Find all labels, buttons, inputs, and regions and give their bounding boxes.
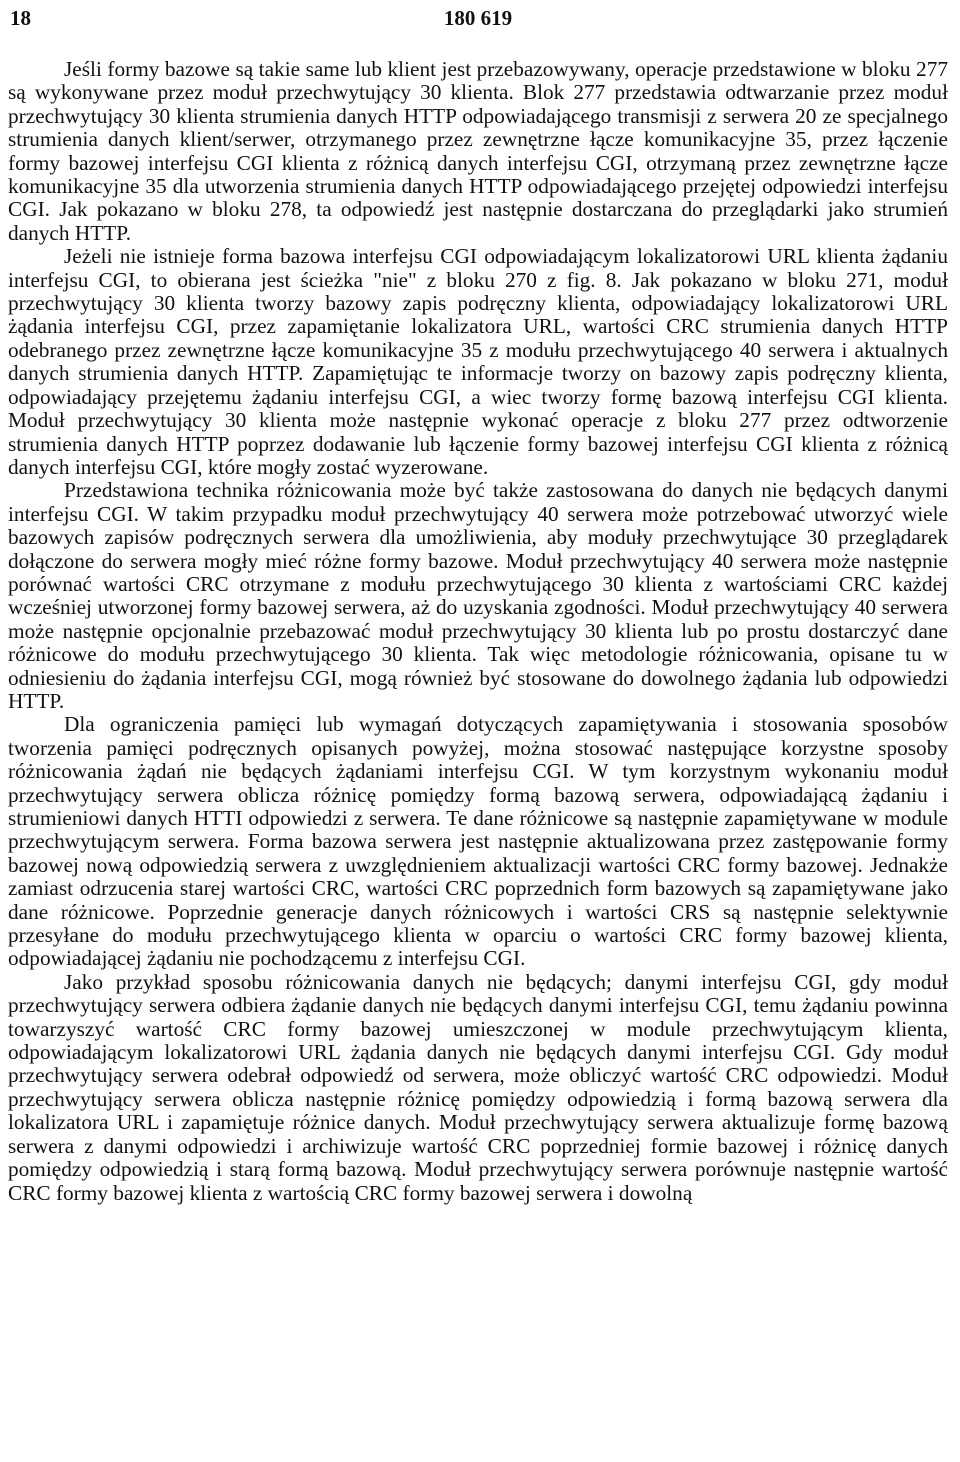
page-number: 18 [10,6,31,30]
document-body [8,58,948,1205]
document-number: 180 619 [443,6,513,30]
paragraph: Jeżeli nie istnieje forma bazowa interfejsu CGI odpowiadającym lokalizatorowi URL klienta żądaniu interfejsu CGI, to obierana jest ścieżka "nie" z bloku 270 z fig. 8. Jak pokazano w bloku 271, moduł przechwytujący 30 klienta tworzy bazowy zapis podręczny klienta, odpowiadający lokalizatorowi URL żądania interfejsu CGI, przez zapamiętanie lokalizatora URL, wartości CRC strumienia danych HTTP odebranego przez zewnętrzne łącze komunikacyjne 35 z modułu przechwytującego 40 serwera i aktualnych danych strumienia danych HTTP. Zapamiętując te informacje tworzy on bazowy zapis podręczny klienta, odpowiadający przejętemu żądaniu interfejsu CGI, a wiec tworzy formę bazową interfejsu CGI klienta. Moduł przechwytujący 30 klienta może następnie wykonać operacje z bloku 277 przez odtworzenie strumienia danych HTTP poprzez dodawanie lub łączenie formy bazowej interfejsu CGI klienta z różnicą danych interfejsu CGI, które mogły zostać wyzerowane. [8,244,948,479]
paragraph: Jako przykład sposobu różnicowania danych nie będących; danymi interfejsu CGI, gdy moduł przechwytujący serwera odbiera żądanie danych nie będących danymi interfejsu CGI, temu żądaniu powinna towarzyszyć wartość CRC formy bazowej umieszczonej w module przechwytującym klienta, odpowiadającym lokalizatorowi URL żądania danych nie będących danymi interfejsu CGI. Gdy moduł przechwytujący serwera odebrał odpowiedź od serwera, może obliczyć wartość CRC odpowiedzi. Moduł przechwytujący serwera oblicza następnie różnicę pomiędzy odpowiedzią i formą bazową serwera dla lokalizatora URL i zapamiętuje różnice danych. Moduł przechwytujący serwera aktualizuje formę bazową serwera z danymi odpowiedzi i archiwizuje wartość CRC poprzedniej formie bazowej i różnicę danych pomiędzy odpowiedzią i starą formą bazową. Moduł przechwytujący serwera porównuje następnie wartość CRC formy bazowej klienta z wartością CRC formy bazowej serwera i dowolną [8,969,948,1205]
page-header [8,0,948,40]
paragraph: Dla ograniczenia pamięci lub wymagań dotyczących zapamiętywania i stosowania sposobów tworzenia pamięci podręcznych opisanych powyżej, można stosować następujące korzystne sposoby różnicowania żądań nie będących żądaniami interfejsu CGI. W tym korzystnym wykonaniu moduł przechwytujący serwera oblicza różnicę pomiędzy formą bazową serwera, odpowiadającą żądaniu i strumieniowi danych HTTI odpowiedzi z serwera. Te dane różnicowe są następnie zapamiętywane w module przechwytującym serwera. Forma bazowa serwera jest następnie aktualizowana przez zastępowanie formy bazowej nową odpowiedzią serwera z uwzględnieniem aktualizacji wartości CRC formy bazowej. Jednakże zamiast odrzucenia starej wartości CRC, wartości CRC poprzednich form bazowych są zapamiętywane jako dane różnicowe. Poprzednie generacje danych różnicowych i wartości CRS są następnie selektywnie przesyłane do modułu przechwytującego klienta w oparciu o wartości CRC formy bazowej klienta, odpowiadającej żądaniu nie pochodzącemu z interfejsu CGI. [8,712,948,971]
paragraph: Jeśli formy bazowe są takie same lub klient jest przebazowywany, operacje przedstawione w bloku 277 są wykonywane przez moduł przechwytujący 30 klienta. Blok 277 przedstawia odtwarzanie przez moduł przechwytujący 30 klienta strumienia danych HTTP odpowiadającego transmisji z serwera 20 ze specjalnego strumienia danych klient/serwer, otrzymanego przez zewnętrzne łącze komunikacyjne 35, przez łączenie formy bazowej interfejsu CGI klienta z różnicą danych interfejsu CGI, otrzymaną przez zewnętrzne łącze komunikacyjne 35 dla utworzenia strumienia danych HTTP odpowiadającego przejętej odpowiedzi interfejsu CGI. Jak pokazano w bloku 278, ta odpowiedź jest następnie dostarczana do przeglądarki jako strumień danych HTTP. [8,57,948,245]
paragraph: Przedstawiona technika różnicowania może być także zastosowana do danych nie będących danymi interfejsu CGI. W takim przypadku moduł przechwytujący 40 serwera może potrzebować utworzyć wiele bazowych zapisów podręcznych serwera dla umożliwienia, aby moduły przechwytujące 30 przeglądarek dołączone do serwera mogły mieć różne formy bazowe. Moduł przechwytujący 40 serwera może następnie porównać wartości CRC otrzymane z modułu przechwytującego 30 klienta z wartościami CRC każdej wcześniej utworzonej formy bazowej serwera, aż do uzyskania zgodności. Moduł przechwytujący 40 serwera może następnie opcjonalnie przebazować moduł przechwytujący 30 klienta lub po prostu dostarczyć dane różnicowe do modułu przechwytującego 30 klienta. Tak więc metodologie różnicowania, opisane tu w odniesieniu do żądania interfejsu CGI, mogą również być stosowane do dowolnego żądania lub odpowiedzi HTTP. [8,478,948,713]
